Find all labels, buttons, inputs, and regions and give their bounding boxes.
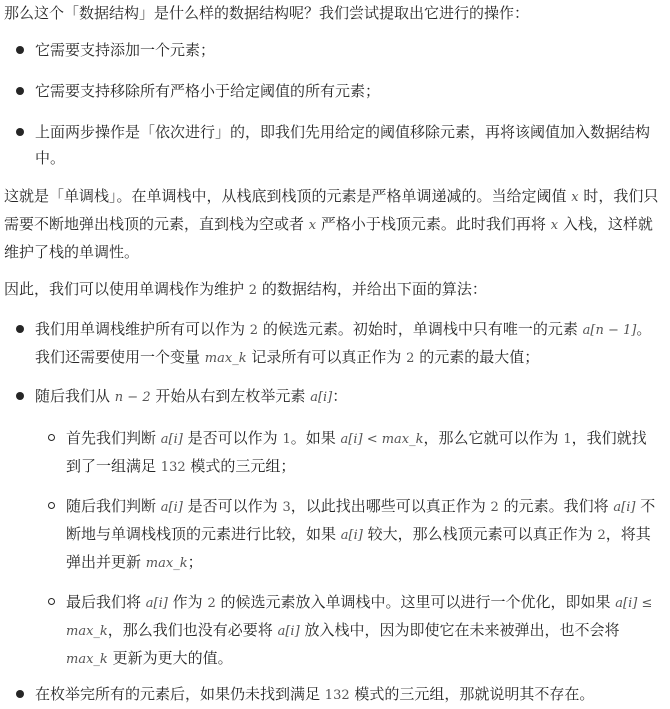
sub-step-3: 最后我们将 a[i] 作为 2 的候选元素放入单调栈中。这里可以进行一个优化，即如果 a[i] ≤ max_k，那么我们也没有必要将 a[i] 放入栈中，因为即使它在未来被弹出，也不会将 max_k 更新为更大的值。 bbox=[66, 593, 653, 667]
algo-step-1: 我们用单调栈维护所有可以作为 2 的候选元素。初始时，单调栈中只有唯一的元素 a[n − 1]。我们还需要使用一个变量 max_k 记录所有可以真正作为 2 的元素的最大值； bbox=[35, 320, 652, 366]
algorithm-intro-paragraph: 因此，我们可以使用单调栈作为维护 2 的数据结构，并给出下面的算法： bbox=[4, 280, 487, 298]
bullet-circle bbox=[48, 502, 55, 509]
intro-paragraph: 那么这个「数据结构」是什么样的数据结构呢？我们尝试提取出它进行的操作： bbox=[4, 4, 530, 22]
algo-step-3: 在枚举完所有的元素后，如果仍未找到满足 132 模式的三元组，那就说明其不存在。 bbox=[35, 685, 595, 703]
bullet-dot bbox=[16, 690, 24, 698]
bullet-circle bbox=[48, 434, 55, 441]
bullet-dot bbox=[16, 46, 24, 54]
bullet-dot bbox=[16, 392, 24, 400]
ops-item: 上面两步操作是「依次进行」的，即我们先用给定的阈值移除元素，再将该阈值加入数据结构中。 bbox=[35, 123, 651, 167]
algo-step-2: 随后我们从 n − 2 开始从右到左枚举元素 a[i]： bbox=[35, 387, 348, 405]
mono-stack-paragraph: 这就是「单调栈」。在单调栈中，从栈底到栈顶的元素是严格单调递减的。当给定阈值 x 时，我们只需要不断地弹出栈顶的元素，直到栈为空或者 x 严格小于栈顶元素。此时我们再将 x 入栈，这样就维护了栈的单调性。 bbox=[4, 187, 659, 261]
math-x: x bbox=[308, 218, 317, 233]
bullet-dot bbox=[16, 87, 24, 95]
math-x: x bbox=[571, 190, 579, 205]
sub-step-1: 首先我们判断 a[i] 是否可以作为 1。如果 a[i] < max_k，那么它就可以作为 1，我们就找到了一组满足 132 模式的三元组； bbox=[66, 429, 647, 475]
bullet-dot bbox=[16, 325, 24, 333]
ops-item: 它需要支持移除所有严格小于给定阈值的所有元素； bbox=[35, 82, 381, 100]
ops-item: 它需要支持添加一个元素； bbox=[35, 41, 216, 59]
math-x: x bbox=[550, 218, 559, 233]
sub-step-2: 随后我们判断 a[i] 是否可以作为 3，以此找出哪些可以真正作为 2 的元素。我们将 a[i] 不断地与单调栈栈顶的元素进行比较，如果 a[i] 较大，那么栈顶元素可以真正作为 2，将其弹出并更新 max_k； bbox=[66, 497, 656, 571]
bullet-circle bbox=[48, 598, 55, 605]
bullet-dot bbox=[16, 128, 24, 136]
